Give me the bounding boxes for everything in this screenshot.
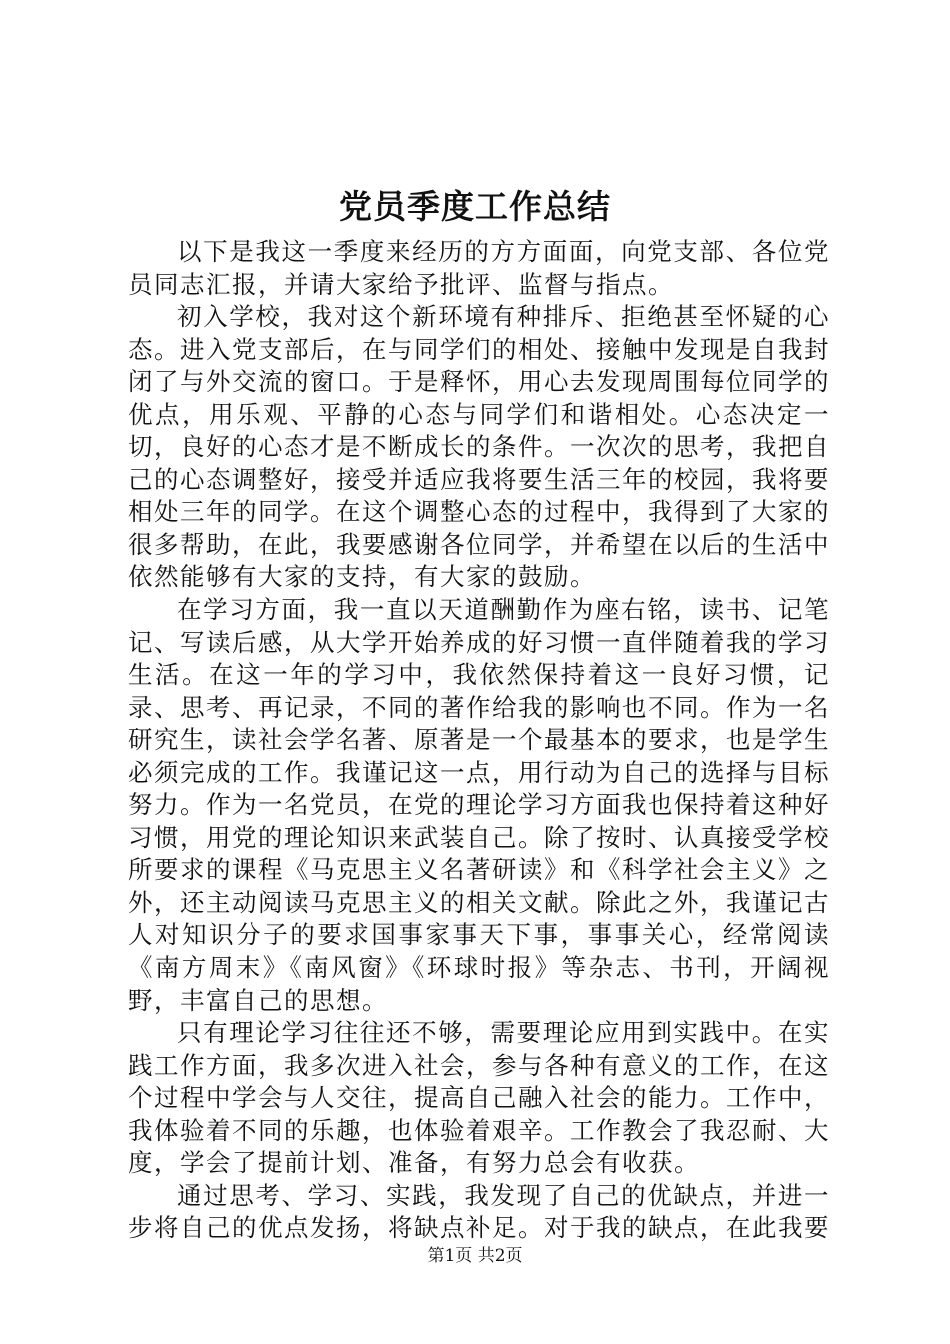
document-title: 党员季度工作总结 — [339, 187, 611, 226]
page-footer — [0, 1244, 950, 1268]
paragraph-4: 只有理论学习往往还不够，需要理论应用到实践中。在实践工作方面，我多次进入社会，参与各种有意义的工作，在这个过程中学会与人交往，提高自己融入社会的能力。工作中，我体验着不同的乐趣，也体验着艰辛。工作教会了我忍耐、大度，学会了提前计划、准备，有努力总会有收获。 — [128, 1018, 830, 1178]
document-body — [128, 236, 830, 1245]
paragraph-2: 初入学校，我对这个新环境有种排斥、拒绝甚至怀疑的心态。进入党支部后，在与同学们的相处、接触中发现是自我封闭了与外交流的窗口。于是释怀，用心去发现周围每位同学的优点，用乐观、平静的心态与同学们和谐相处。心态决定一切，良好的心态才是不断成长的条件。一次次的思考，我把自己的心态调整好，接受并适应我将要生活三年的校园，我将要相处三年的同学。在这个调整心态的过程中，我得到了大家的很多帮助，在此，我要感谢各位同学，并希望在以后的生活中依然能够有大家的支持，有大家的鼓励。 — [128, 302, 830, 592]
paragraph-5: 通过思考、学习、实践，我发现了自己的优缺点，并进一步将自己的优点发扬，将缺点补足。对于我的缺点，在此我要 — [128, 1180, 830, 1243]
paragraph-3: 在学习方面，我一直以天道酬勤作为座右铭，读书、记笔记、写读后感，从大学开始养成的好习惯一直伴随着我的学习生活。在这一年的学习中，我依然保持着这一良好习惯，记录、思考、再记录，不同的著作给我的影响也不同。作为一名研究生，读社会学名著、原著是一个最基本的要求，也是学生必须完成的工作。我谨记这一点，用行动为自己的选择与目标努力。作为一名党员，在党的理论学习方面我也保持着这种好习惯，用党的理论知识来武装自己。除了按时、认真接受学校所要求的课程《马克思主义名著研读》和《科学社会主义》之外，还主动阅读马克思主义的相关文献。除此之外，我谨记古人对知识分子的要求国事家事天下事，事事关心，经常阅读《南方周末》《南风窗》《环球时报》等杂志、书刊，开阔视野，丰富自己的思想。 — [128, 595, 830, 1015]
paragraph-1: 以下是我这一季度来经历的方方面面，向党支部、各位党员同志汇报，并请大家给予批评、监督与指点。 — [128, 237, 830, 299]
page-number: 第1页 共2页 — [427, 1246, 523, 1266]
